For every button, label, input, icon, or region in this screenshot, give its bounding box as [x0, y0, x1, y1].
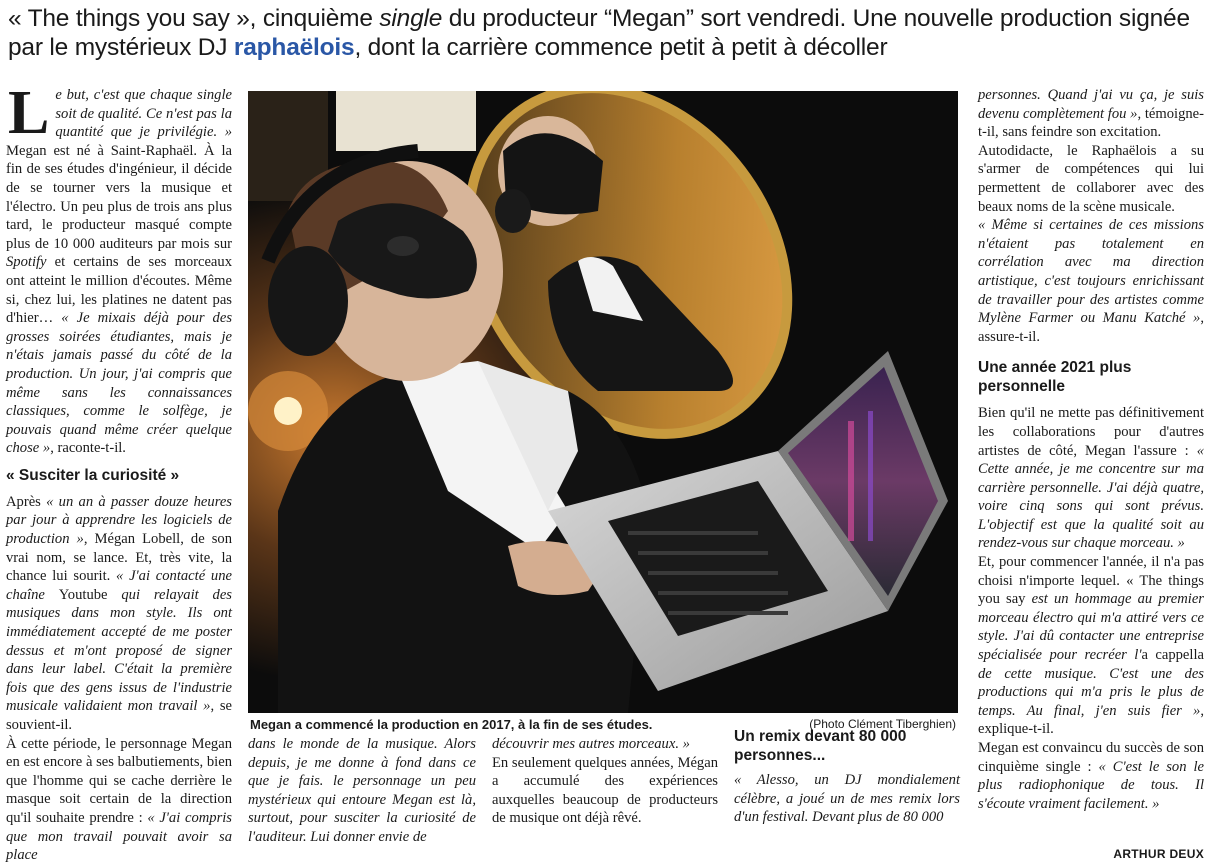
- headline-single: single: [379, 5, 443, 32]
- paragraph: [978, 216, 1204, 346]
- text: , témoigne-t-il, sans feindre son excitation.: [978, 105, 1204, 141]
- text: Megan est convaincu du succès de son cinquième single :: [978, 740, 1204, 775]
- quote: qui relayait des musiques dans mon style. Ils ont immédiatement accepté de me poster dessus et m'ont proposé de signer dans leur label. C'était la première fois que des gens issus de l'industrie musicale validaient mon travail »: [6, 586, 232, 715]
- paragraph: [978, 739, 1204, 813]
- quote: « Même si certaines de ces missions n'étaient pas totalement en corrélation avec ma direction artistique, c'est toujours enrichissant de travailler pour des artistes comme Mylène Farmer ou Manu Katché »: [978, 217, 1204, 327]
- caption-text: Megan a commencé la production en 2017, à la fin de ses études.: [250, 717, 653, 732]
- paragraph: [492, 735, 718, 754]
- paragraph: [978, 553, 1204, 739]
- text: À cette période, le personnage Megan en est encore à ses balbutiements, bien que l'homme qui se cache derrière le masque soit certain de la direction qu'il souhaite prendre :: [6, 735, 232, 826]
- text: Megan est né à Saint-Raphaël. À la fin de ses études d'ingénieur, il décide de se tourner vers la musique et l'électro. Un peu plus de trois ans plus tard, le producteur masqué compte plus de 10 000 auditeurs par mois sur: [6, 142, 232, 252]
- article-column-2: [248, 735, 476, 847]
- article-photo: [248, 91, 958, 713]
- text: a cappella: [1141, 647, 1204, 664]
- quote: dans le monde de la musique. Alors depuis, je me donne à fond dans ce que je fais. le personnage un peu mystérieux qui entoure Megan est là, surtout, pour susciter la curiosité de l'auditeur. Lui donner envie de: [248, 736, 476, 845]
- quote: « Je mixais déjà pour des grosses soirées étudiantes, mais je n'étais jamais passé du côté de la production. Un jour, j'ai compris que même sans les connaissances classiques, comme le solfège, je pouvais quand même créer quelque chose »: [6, 310, 233, 457]
- quote: « Cette année, je me concentre sur ma carrière personnelle. J'ai déjà quatre, voire cinq sons qui sont prévus. L'objectif est que la qualité soit au rendez-vous sur chaque morceau. »: [978, 442, 1204, 552]
- quote: « un an à passer douze heures par jour à apprendre les logiciels de production »: [6, 493, 232, 548]
- paragraph: [6, 79, 233, 458]
- quote: de cette musique. C'est une des productions qui m'a pris le plus de temps. Au final, j'en suis fier »: [978, 665, 1204, 719]
- text: Youtube: [58, 586, 108, 603]
- text: Bien qu'il ne mette pas définitivement les collaborations pour d'autres artistes de côté, Megan l'assure :: [978, 405, 1204, 459]
- text-italic: Spotify: [6, 254, 47, 271]
- quote: personnes. Quand j'ai vu ça, je suis devenu complètement fou »: [978, 87, 1204, 122]
- text: , se souvient-il.: [6, 698, 232, 733]
- paragraph: [6, 735, 232, 865]
- headline: [8, 4, 1208, 62]
- paragraph: [6, 493, 232, 735]
- text: , assure-t-il.: [978, 310, 1204, 345]
- paragraph: [978, 86, 1204, 142]
- headline-part: du producteur “Megan” sort vendredi. Une nouvelle production signée par le mystérieux DJ: [8, 5, 1190, 61]
- paragraph: [248, 735, 476, 847]
- quote: découvrir mes autres morceaux. »: [492, 736, 690, 752]
- subhead-curiosite: « Susciter la curiosité »: [6, 466, 180, 484]
- headline-highlight: raphaëlois: [233, 34, 355, 61]
- subhead-annee-2021: Une année 2021 plus personnelle: [978, 359, 1132, 396]
- article-column-1: [6, 79, 233, 865]
- drop-cap: L: [8, 79, 50, 147]
- quote: « J'ai compris que mon travail pouvait avoir sa place: [6, 809, 232, 864]
- subhead-remix: Un remix devant 80 000 personnes...: [734, 728, 907, 764]
- quote: « Alesso, un DJ mondialement célèbre, a joué un de mes remix lors d'un festival. Devant plus de 80 000: [734, 772, 960, 826]
- author-byline: ARTHUR DEUX: [1113, 847, 1204, 861]
- headline-part: « The things you say », cinquième: [8, 5, 380, 32]
- photo-credit: (Photo Clément Tiberghien): [809, 717, 956, 731]
- paragraph: En seulement quelques années, Mégan a accumulé des expériences auxquelles beaucoup de producteurs de musique ont déjà rêvé.: [492, 754, 718, 827]
- article-column-3: [492, 735, 718, 828]
- quote: « C'est le son le plus radiophonique de tous. Il s'écoute vraiment facilement. »: [978, 758, 1204, 812]
- paragraph: [734, 771, 960, 827]
- quote: « J'ai contacté une chaîne: [6, 568, 233, 603]
- text: et certains de ses morceaux ont atteint le million d'écoutes. Même si, chez lui, les platines ne datent pas d'hier…: [6, 254, 232, 327]
- quote: est un hommage au premier morceau électro qui m'a attiré vers ce style. J'ai dû contacter une entreprise spécialisée pour recréer l': [978, 591, 1204, 664]
- quote: e but, c'est que chaque single soit de qualité. Ce n'est pas la quantité que je privilégie. »: [55, 87, 232, 141]
- text: , Mégan Lobell, de son vrai nom, se lance. Et, très vite, la chance lui sourit.: [6, 531, 233, 585]
- paragraph: Autodidacte, le Raphaëlois a su s'armer de compétences qui lui permettent de collaborer avec des beaux noms de la scène musicale.: [978, 142, 1204, 215]
- text: Après: [6, 493, 47, 510]
- text: Et, pour commencer l'année, il n'a pas choisi n'importe lequel. « The things you say: [978, 554, 1204, 608]
- photo-illustration: [248, 91, 958, 713]
- text: , explique-t-il.: [978, 702, 1204, 738]
- paragraph: [978, 404, 1204, 553]
- article-column-5: [978, 86, 1204, 813]
- text: , raconte-t-il.: [50, 440, 126, 457]
- headline-part: , dont la carrière commence petit à petit à décoller: [354, 34, 888, 61]
- article-column-4: [734, 728, 960, 827]
